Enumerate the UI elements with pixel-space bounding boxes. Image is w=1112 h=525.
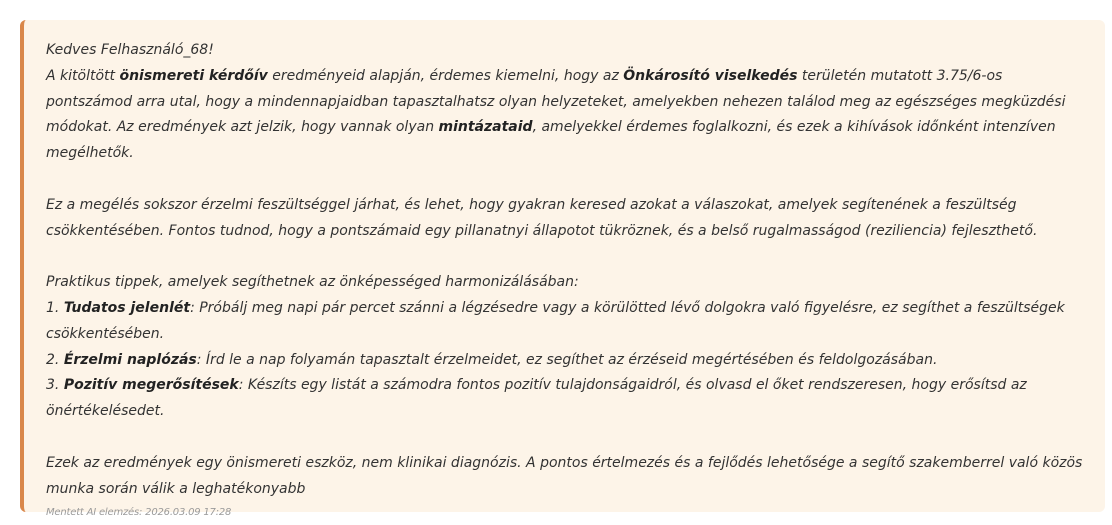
intro-text-4: , amelyekkel érdemes foglalkozni, és ezek a kihívások időnként intenzíven megélhetők.	[46, 119, 1056, 162]
ai-analysis-card	[20, 20, 1105, 519]
tension-paragraph: Ez a megélés sokszor érzelmi feszültséggel járhat, és lehet, hogy gyakran keresed azokat a válaszokat, amelyek segítenének a feszültség csökkentésében. Fontos tudnod, hogy a pontszámaid egy pillanatnyi állapotot tükröznek, és a belső rugalmasságod (reziliencia) fejleszthető.	[46, 196, 1038, 239]
tip-title: Pozitív megerősítések	[63, 377, 239, 394]
tips-intro: Praktikus tippek, amelyek segíthetnek az önképességed harmonizálásában:	[46, 274, 579, 291]
tip-item	[46, 348, 1085, 374]
greeting: Kedves Felhasználó_68!	[46, 42, 214, 58]
tip-item	[46, 373, 1085, 425]
tip-title: Érzelmi naplózás	[63, 351, 197, 368]
intro-bold-category: Önkárosító viselkedés	[623, 67, 798, 84]
tip-text: : Próbálj meg napi pár percet szánni a légzésedre vagy a körülötted lévő dolgokra való figyelésre, ez segíthet a feszültségek csökkentésében.	[46, 299, 1065, 342]
saved-analysis-timestamp: Mentett AI elemzés: 2026.03.09 17:28	[46, 507, 232, 519]
intro-text-2: eredményeid alapján, érdemes kiemelni, hogy az	[267, 67, 624, 84]
intro-paragraph	[46, 64, 1085, 167]
spacer	[46, 167, 1085, 193]
spacer	[46, 425, 1085, 451]
intro-bold-questionnaire: önismereti kérdőív	[119, 67, 268, 84]
tip-number: 3.	[46, 377, 64, 394]
intro-text-1: A kitöltött	[46, 67, 120, 84]
tip-number: 1.	[46, 299, 64, 316]
disclaimer-paragraph: Ezek az eredmények egy önismereti eszköz, nem klinikai diagnózis. A pontos értelmezés és a fejlődés lehetősége a segítő szakemberrel való közös munka során válik a leghatékonyabb	[46, 454, 1083, 497]
tip-item	[46, 296, 1085, 348]
tip-title: Tudatos jelenlét	[63, 299, 191, 316]
intro-text-3: területén mutatott 3.75/6-os pontszámod arra utal, hogy a mindennapjaidban tapasztalhatsz olyan helyzeteket, amelyekben nehezen találod meg az egészséges megküzdési módokat. Az eredmények azt jelzik, hogy vannak olyan	[46, 67, 1066, 136]
tip-number: 2.	[46, 351, 64, 368]
spacer	[46, 244, 1085, 270]
intro-bold-patterns: mintázataid	[438, 119, 533, 136]
tip-text: : Írd le a nap folyamán tapasztalt érzelmeidet, ez segíthet az érzéseid megértésében és feldolgozásában.	[196, 351, 938, 368]
tip-text: : Készíts egy listát a számodra fontos pozitív tulajdonságaidról, és olvasd el őket rendszeresen, hogy erősítsd az önértékelésedet.	[46, 377, 1027, 420]
